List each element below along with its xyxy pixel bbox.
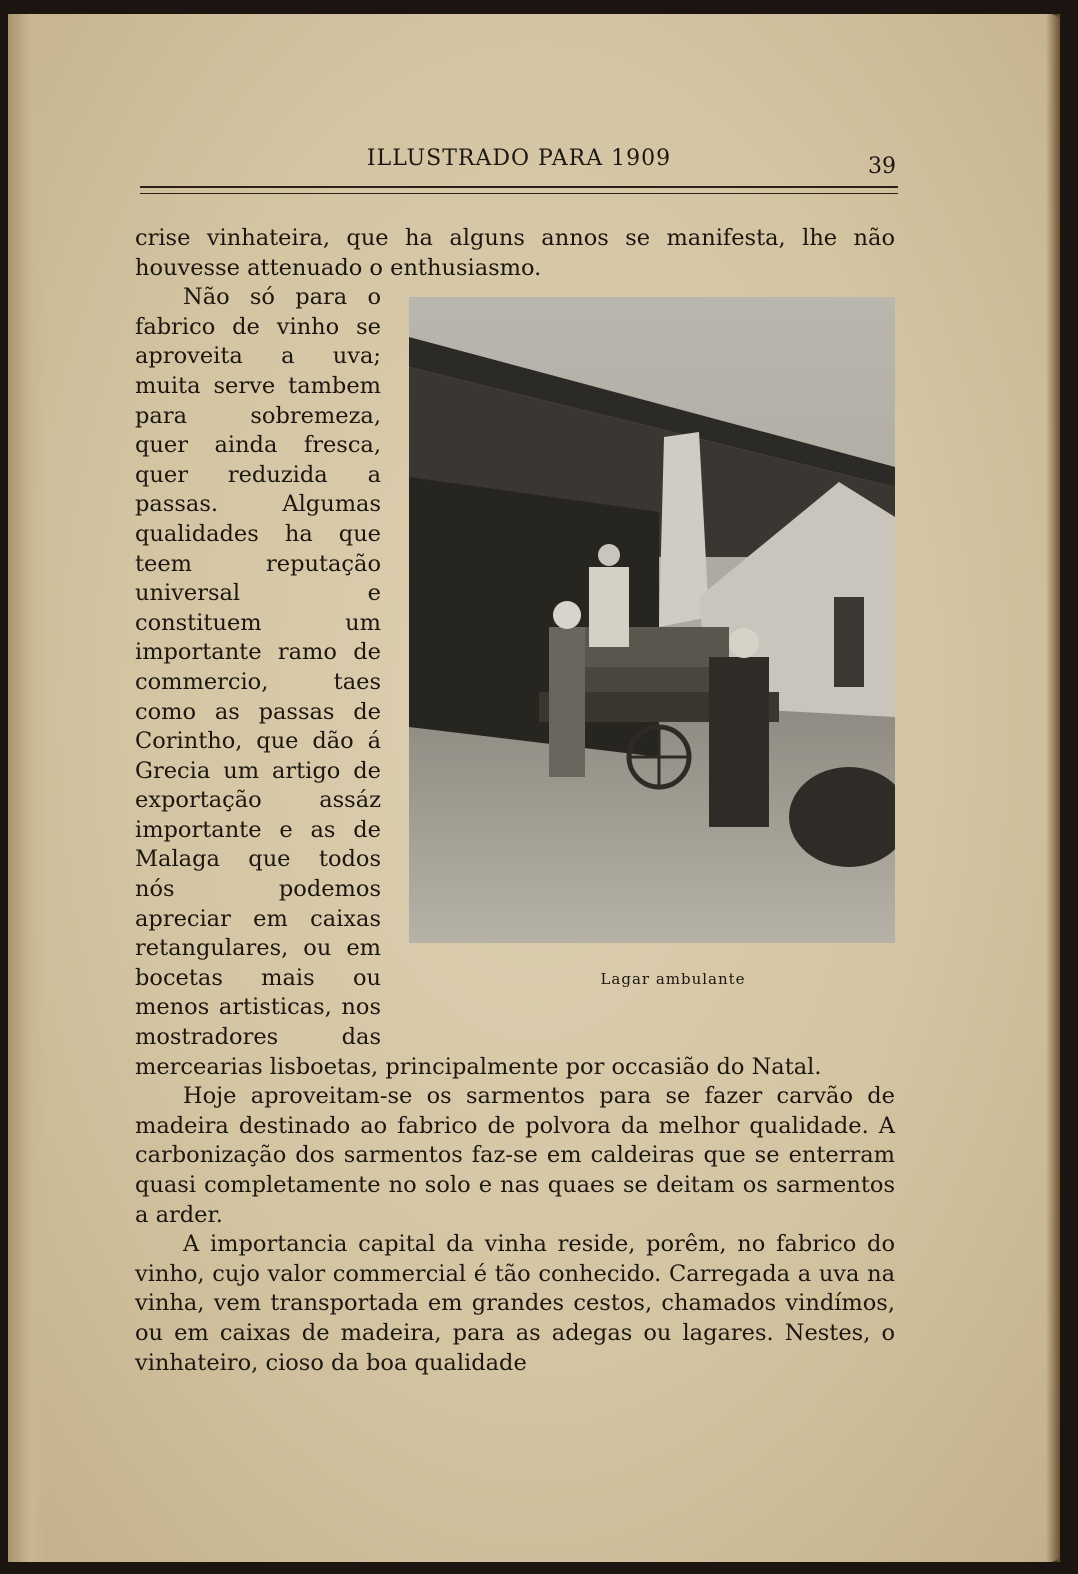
header-rule <box>140 186 898 194</box>
page-gutter-shadow <box>8 14 46 1562</box>
paragraph: A importancia capital da vinha reside, porêm, no fabrico do vinho, cujo valor commercial é tão conhecido. Carregada a uva na vinha, vem transportada em grandes cestos, chamados vindímos, ou em caixas de madeira, para as adegas ou lagares. Nestes, o vinhateiro, cioso da boa qualidade <box>135 1231 895 1376</box>
body-text <box>135 224 895 1378</box>
page-edge-shadow <box>1046 14 1060 1562</box>
paragraph: Não só para o fabrico de vinho se aproveita a uva; muita serve tambem para sobremeza, quer ainda fresca, quer reduzida a passas. Algumas qualidades ha que teem reputação universal e constituem um importante ramo de commercio, taes como as passas de Corintho, que dão á Grecia um artigo de exportação assáz importante e as de Malaga que todos nós podemos apreciar em caixas retangulares, ou em bocetas mais ou menos artisticas, nos mostradores das mercearias lisboetas, principalmente por occasião do Natal. <box>135 284 822 1080</box>
running-title: ILLUSTRADO PARA 1909 <box>366 146 672 171</box>
page-header <box>140 140 898 190</box>
photo-illustration <box>409 297 895 943</box>
figure <box>403 289 895 1029</box>
paragraph: Hoje aproveitam-se os sarmentos para se fazer carvão de madeira destinado ao fabrico de polvora da melhor qualidade. A carbonização dos sarmentos faz-se em caldeiras que se enterram quasi completamente no solo e nas quaes se deitam os sarmentos a arder. <box>135 1083 895 1228</box>
photo-wine-press-cart <box>409 297 895 943</box>
page-number: 39 <box>868 154 896 179</box>
figure-caption: Lagar ambulante <box>600 970 746 989</box>
paragraph: crise vinhateira, que ha alguns annos se manifesta, lhe não houvesse attenuado o enthusiasmo. <box>135 225 895 281</box>
